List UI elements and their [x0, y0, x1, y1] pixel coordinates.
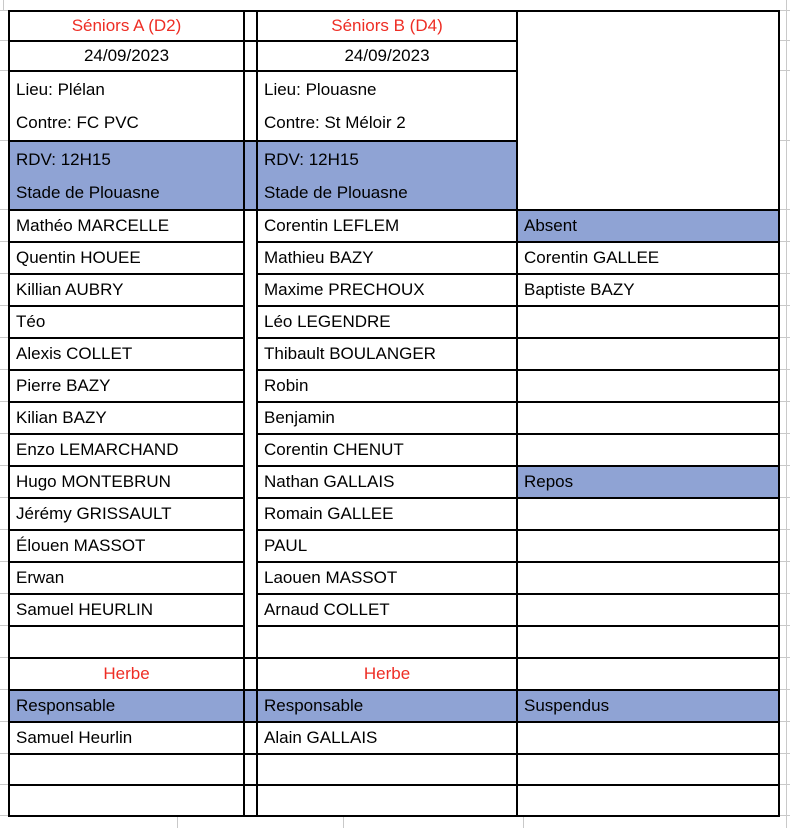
- cell-spacer[interactable]: [245, 467, 258, 499]
- cell-suspendus-header[interactable]: Suspendus: [518, 691, 778, 723]
- sheet-gridline: [0, 625, 8, 626]
- cell-team-b-player[interactable]: Arnaud COLLET: [258, 595, 518, 627]
- cell-spacer[interactable]: [245, 563, 258, 595]
- team-b-lieu: Lieu: Plouasne: [264, 80, 377, 99]
- cell-team-b-player[interactable]: Romain GALLEE: [258, 499, 518, 531]
- cell-empty[interactable]: [518, 531, 778, 563]
- sheet-gridline: [786, 0, 787, 828]
- cell-spacer[interactable]: [245, 339, 258, 371]
- sheet-gridline: [780, 209, 790, 210]
- sheet-gridline: [0, 305, 8, 306]
- sheet-gridline: [780, 625, 790, 626]
- cell-team-b-player[interactable]: Corentin CHENUT: [258, 435, 518, 467]
- cell-team-b-responsable-header[interactable]: Responsable: [258, 691, 518, 723]
- cell-team-a-date[interactable]: 24/09/2023: [10, 42, 245, 72]
- cell-team-a-player[interactable]: Quentin HOUEE: [10, 243, 245, 275]
- cell-spacer[interactable]: [245, 659, 258, 691]
- sheet-gridline: [780, 241, 790, 242]
- sheet-gridline: [780, 337, 790, 338]
- cell-absent-header[interactable]: Absent: [518, 211, 778, 243]
- cell-spacer[interactable]: [245, 371, 258, 403]
- cell-team-a-player[interactable]: Jérémy GRISSAULT: [10, 499, 245, 531]
- sheet-gridline: [0, 40, 8, 41]
- cell-team-b-date[interactable]: 24/09/2023: [258, 42, 518, 72]
- sheet-gridline: [0, 497, 8, 498]
- cell-spacer[interactable]: [245, 142, 258, 211]
- cell-team-b-rdv[interactable]: [258, 142, 518, 211]
- sheet-gridline: [0, 401, 8, 402]
- cell-empty[interactable]: [518, 723, 778, 755]
- cell-empty[interactable]: [518, 755, 778, 786]
- sheet-gridline: [0, 140, 8, 141]
- cell-empty[interactable]: [258, 627, 518, 659]
- roster-table: [8, 10, 780, 817]
- sheet-gridline: [0, 721, 8, 722]
- cell-spacer[interactable]: [245, 211, 258, 243]
- cell-team-a-player[interactable]: Enzo LEMARCHAND: [10, 435, 245, 467]
- cell-team-a-title[interactable]: Séniors A (D2): [10, 12, 245, 42]
- sheet-gridline: [780, 40, 790, 41]
- sheet-gridline: [780, 815, 790, 816]
- sheet-gridline: [523, 817, 524, 828]
- cell-team-a-player[interactable]: Erwan: [10, 563, 245, 595]
- sheet-gridline: [0, 561, 8, 562]
- sheet-gridline: [780, 689, 790, 690]
- cell-spacer[interactable]: [245, 786, 258, 815]
- cell-team-a-surface[interactable]: Herbe: [10, 659, 245, 691]
- cell-empty[interactable]: [518, 563, 778, 595]
- sheet-gridline: [780, 433, 790, 434]
- cell-spacer[interactable]: [245, 72, 258, 142]
- sheet-gridline: [0, 209, 8, 210]
- sheet-gridline: [0, 593, 8, 594]
- cell-empty[interactable]: [518, 786, 778, 815]
- cell-team-a-lieu-contre[interactable]: [10, 72, 245, 142]
- cell-empty[interactable]: [10, 755, 245, 786]
- team-a-stade: Stade de Plouasne: [16, 182, 160, 202]
- cell-team-a-player[interactable]: Killian AUBRY: [10, 275, 245, 307]
- cell-team-b-lieu-contre[interactable]: [258, 72, 518, 142]
- cell-empty[interactable]: [518, 371, 778, 403]
- cell-team-a-player[interactable]: Kilian BAZY: [10, 403, 245, 435]
- cell-team-a-responsable-header[interactable]: Responsable: [10, 691, 245, 723]
- cell-team-a-player[interactable]: Alexis COLLET: [10, 339, 245, 371]
- cell-team-b-player[interactable]: Robin: [258, 371, 518, 403]
- sheet-gridline: [0, 10, 8, 11]
- sheet-gridline: [780, 753, 790, 754]
- sheet-gridline: [780, 784, 790, 785]
- sheet-gridline: [0, 70, 8, 71]
- sheet-gridline: [0, 369, 8, 370]
- cell-spacer[interactable]: [245, 42, 258, 72]
- sheet-gridline: [780, 369, 790, 370]
- cell-empty-top-right[interactable]: [518, 12, 778, 211]
- cell-team-a-player[interactable]: Pierre BAZY: [10, 371, 245, 403]
- cell-team-b-title[interactable]: Séniors B (D4): [258, 12, 518, 42]
- sheet-gridline: [780, 657, 790, 658]
- sheet-gridline: [0, 433, 8, 434]
- sheet-gridline: [0, 465, 8, 466]
- sheet-gridline: [780, 465, 790, 466]
- cell-team-a-player[interactable]: Samuel HEURLIN: [10, 595, 245, 627]
- cell-absent-player[interactable]: Corentin GALLEE: [518, 243, 778, 275]
- cell-empty[interactable]: [10, 627, 245, 659]
- sheet-gridline: [343, 817, 344, 828]
- sheet-gridline: [0, 784, 8, 785]
- sheet-gridline: [0, 529, 8, 530]
- cell-team-a-player[interactable]: Mathéo MARCELLE: [10, 211, 245, 243]
- cell-spacer[interactable]: [245, 531, 258, 563]
- cell-empty[interactable]: [518, 339, 778, 371]
- cell-spacer[interactable]: [245, 595, 258, 627]
- sheet-gridline: [780, 273, 790, 274]
- sheet-gridline: [0, 753, 8, 754]
- cell-empty[interactable]: [518, 307, 778, 339]
- sheet-gridline: [780, 305, 790, 306]
- cell-team-b-responsable[interactable]: Alain GALLAIS: [258, 723, 518, 755]
- sheet-gridline: [780, 401, 790, 402]
- cell-spacer[interactable]: [245, 691, 258, 723]
- cell-spacer[interactable]: [245, 403, 258, 435]
- sheet-gridline: [3, 0, 4, 10]
- sheet-gridline: [0, 273, 8, 274]
- cell-empty[interactable]: [518, 627, 778, 659]
- cell-empty[interactable]: [518, 499, 778, 531]
- cell-team-a-responsable[interactable]: Samuel Heurlin: [10, 723, 245, 755]
- cell-team-b-player[interactable]: Nathan GALLAIS: [258, 467, 518, 499]
- cell-spacer[interactable]: [245, 307, 258, 339]
- sheet-gridline: [780, 10, 790, 11]
- cell-team-b-player[interactable]: Léo LEGENDRE: [258, 307, 518, 339]
- sheet-gridline: [0, 241, 8, 242]
- cell-team-a-player[interactable]: Hugo MONTEBRUN: [10, 467, 245, 499]
- team-a-rdv: RDV: 12H15: [16, 149, 111, 169]
- sheet-gridline: [0, 815, 8, 816]
- sheet-gridline: [0, 337, 8, 338]
- sheet-gridline: [177, 817, 178, 828]
- cell-spacer[interactable]: [245, 723, 258, 755]
- cell-team-b-player[interactable]: Mathieu BAZY: [258, 243, 518, 275]
- team-b-rdv: RDV: 12H15: [264, 149, 359, 169]
- cell-spacer[interactable]: [245, 755, 258, 786]
- cell-team-b-player[interactable]: Benjamin: [258, 403, 518, 435]
- cell-spacer[interactable]: [245, 499, 258, 531]
- cell-absent-player[interactable]: Baptiste BAZY: [518, 275, 778, 307]
- cell-empty[interactable]: [258, 755, 518, 786]
- team-a-lieu: Lieu: Plélan: [16, 80, 105, 99]
- cell-team-b-player[interactable]: Corentin LEFLEM: [258, 211, 518, 243]
- cell-team-a-player[interactable]: Élouen MASSOT: [10, 531, 245, 563]
- team-b-stade: Stade de Plouasne: [264, 182, 408, 202]
- sheet-gridline: [780, 561, 790, 562]
- sheet-gridline: [780, 140, 790, 141]
- cell-team-b-surface[interactable]: Herbe: [258, 659, 518, 691]
- cell-empty[interactable]: [258, 786, 518, 815]
- cell-empty[interactable]: [518, 435, 778, 467]
- sheet-gridline: [780, 721, 790, 722]
- cell-spacer[interactable]: [245, 12, 258, 42]
- cell-spacer[interactable]: [245, 243, 258, 275]
- cell-team-a-rdv[interactable]: [10, 142, 245, 211]
- sheet-gridline: [780, 497, 790, 498]
- cell-team-a-player[interactable]: Téo: [10, 307, 245, 339]
- cell-team-b-player[interactable]: PAUL: [258, 531, 518, 563]
- cell-repos-header[interactable]: Repos: [518, 467, 778, 499]
- team-b-contre: Contre: St Méloir 2: [264, 113, 406, 132]
- cell-team-b-player[interactable]: Maxime PRECHOUX: [258, 275, 518, 307]
- cell-spacer[interactable]: [245, 435, 258, 467]
- cell-empty[interactable]: [518, 595, 778, 627]
- team-a-contre: Contre: FC PVC: [16, 113, 139, 132]
- cell-empty[interactable]: [518, 659, 778, 691]
- sheet-gridline: [780, 529, 790, 530]
- cell-empty[interactable]: [518, 403, 778, 435]
- sheet-gridline: [0, 689, 8, 690]
- cell-spacer[interactable]: [245, 275, 258, 307]
- cell-team-b-player[interactable]: Thibault BOULANGER: [258, 339, 518, 371]
- sheet-gridline: [780, 593, 790, 594]
- sheet-gridline: [0, 657, 8, 658]
- cell-team-b-player[interactable]: Laouen MASSOT: [258, 563, 518, 595]
- cell-spacer[interactable]: [245, 627, 258, 659]
- sheet-gridline: [780, 70, 790, 71]
- cell-empty[interactable]: [10, 786, 245, 815]
